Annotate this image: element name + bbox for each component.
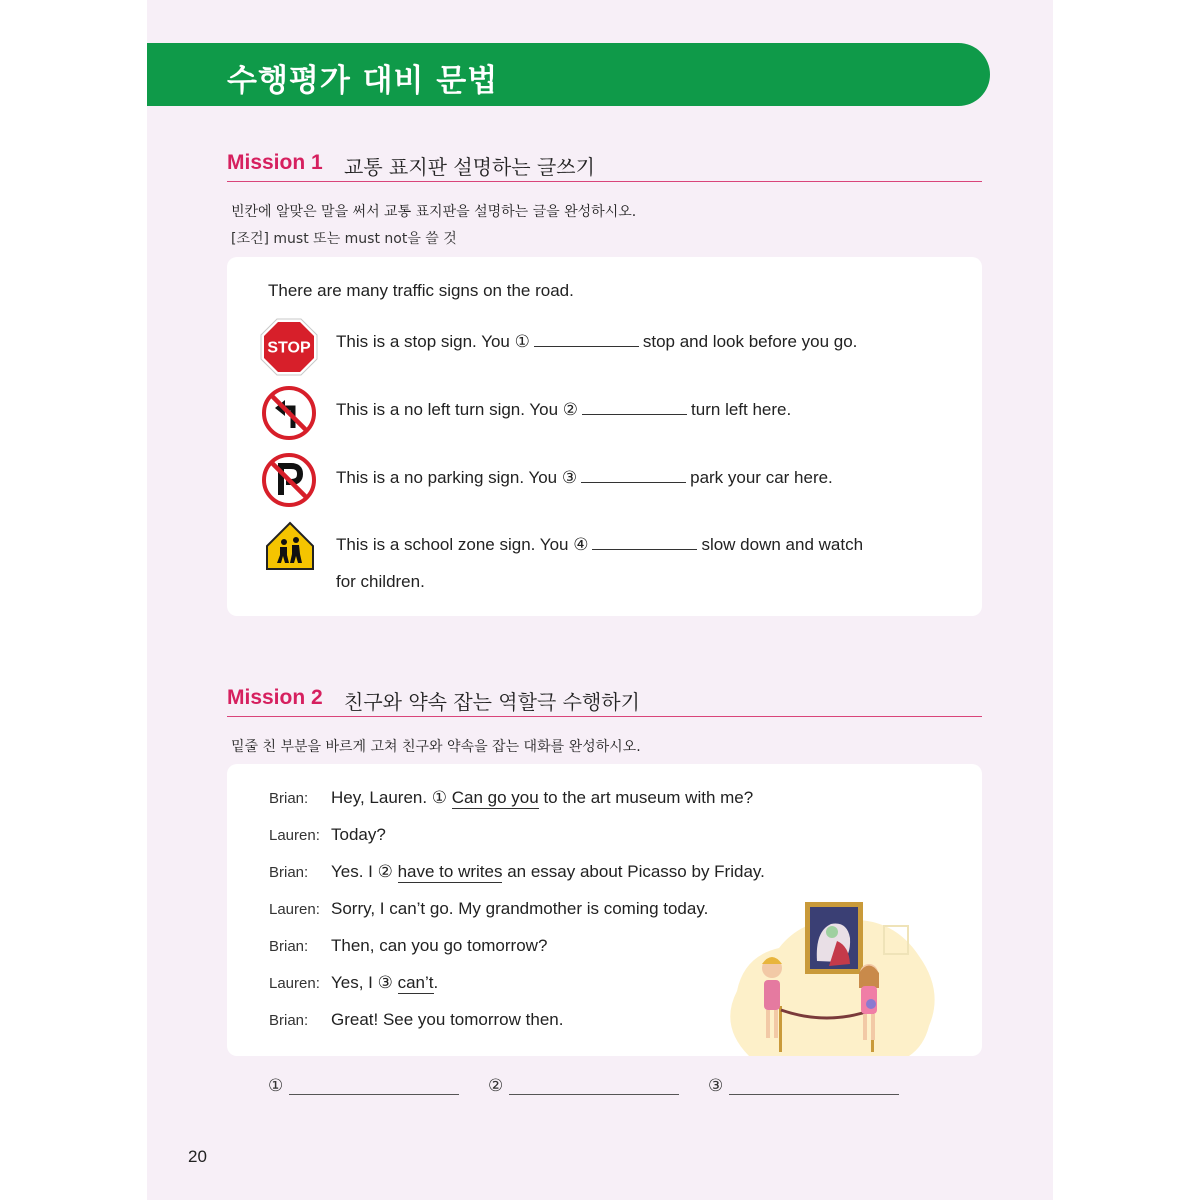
- section-banner: [147, 43, 990, 106]
- item-4-after: slow down and watch: [701, 535, 864, 554]
- mission2-header: [227, 682, 982, 717]
- speaker-2: Lauren:: [269, 827, 320, 844]
- item-3-after: park your car here.: [690, 468, 833, 487]
- line-3-pre: Yes. I ②: [331, 862, 398, 881]
- blank-1[interactable]: [534, 332, 639, 347]
- no-left-turn-sign-icon: [262, 386, 316, 440]
- speaker-3: Brian:: [269, 864, 309, 881]
- dialogue-line-4: [331, 899, 708, 919]
- speaker-6: Lauren:: [269, 975, 320, 992]
- mission1-item-3: [336, 468, 833, 488]
- mission2-title: 친구와 약속 잡는 역할극 수행하기: [344, 690, 640, 714]
- mission2-instruction: 밑줄 친 부분을 바르게 고쳐 친구와 약속을 잡는 대화를 완성하시오.: [231, 739, 641, 755]
- item-1-after: stop and look before you go.: [642, 332, 858, 351]
- line-1-underline: Can go you: [451, 788, 539, 807]
- blank-4[interactable]: [592, 535, 697, 550]
- line-4-pre: Sorry, I can’t go. My grandmother is coming today.: [331, 899, 709, 918]
- mission1-item-1: [336, 332, 857, 352]
- mission1-label: Mission 1: [227, 151, 323, 174]
- mission1-header: [227, 147, 982, 182]
- mission1-item-4: [336, 535, 863, 555]
- item-4-continuation: for children.: [336, 572, 425, 591]
- speaker-7: Brian:: [269, 1012, 309, 1029]
- dialogue-line-1: [331, 788, 753, 808]
- mission1-item-2: [336, 400, 791, 420]
- dialogue-line-2: [331, 825, 386, 845]
- line-3-post: an essay about Picasso by Friday.: [502, 862, 765, 881]
- mission1-instruction: 빈칸에 알맞은 말을 써서 교통 표지판을 설명하는 글을 완성하시오.: [231, 204, 637, 220]
- page-title: 수행평가 대비 문법: [227, 63, 499, 99]
- answer-line-1[interactable]: [289, 1094, 459, 1095]
- blank-2[interactable]: [582, 400, 687, 415]
- line-5-pre: Then, can you go tomorrow?: [331, 936, 548, 955]
- no-parking-sign-icon: [262, 453, 316, 507]
- museum-illustration: [719, 896, 939, 1056]
- speaker-1: Brian:: [269, 790, 309, 807]
- page-number: 20: [188, 1147, 207, 1166]
- line-6-underline: can’t: [397, 973, 434, 992]
- dialogue-line-6: [331, 973, 438, 993]
- item-4-before: This is a school zone sign. You ④: [336, 535, 589, 554]
- answer-label-1: ①: [268, 1076, 284, 1096]
- item-2-after: turn left here.: [691, 400, 792, 419]
- line-6-pre: Yes, I ③: [331, 973, 398, 992]
- item-2-before: This is a no left turn sign. You ②: [336, 400, 579, 419]
- stop-sign-text: STOP: [267, 339, 311, 357]
- speaker-4: Lauren:: [269, 901, 320, 918]
- answer-line-3[interactable]: [729, 1094, 899, 1095]
- dialogue-line-5: [331, 936, 547, 956]
- item-1-before: This is a stop sign. You ①: [336, 332, 530, 351]
- mission1-condition: [조건] must 또는 must not을 쓸 것: [231, 231, 457, 247]
- line-3-underline: have to writes: [397, 862, 503, 881]
- school-zone-sign-icon: [265, 521, 315, 571]
- mission2-label: Mission 2: [227, 686, 323, 709]
- stop-sign-icon: [260, 318, 318, 376]
- blank-3[interactable]: [581, 468, 686, 483]
- dialogue-line-7: [331, 1010, 563, 1030]
- answer-label-3: ③: [708, 1076, 724, 1096]
- answer-label-2: ②: [488, 1076, 504, 1096]
- mission1-title: 교통 표지판 설명하는 글쓰기: [344, 155, 595, 179]
- mission1-intro: There are many traffic signs on the road.: [268, 281, 574, 300]
- answer-line-2[interactable]: [509, 1094, 679, 1095]
- mission2-card: [227, 764, 982, 1056]
- line-1-pre: Hey, Lauren. ①: [331, 788, 452, 807]
- item-3-before: This is a no parking sign. You ③: [336, 468, 578, 487]
- line-7-pre: Great! See you tomorrow then.: [331, 1010, 564, 1029]
- line-6-post: .: [433, 973, 439, 992]
- speaker-5: Brian:: [269, 938, 309, 955]
- mission1-card: [227, 257, 982, 616]
- line-2-pre: Today?: [331, 825, 386, 844]
- line-1-post: to the art museum with me?: [538, 788, 754, 807]
- dialogue-line-3: [331, 862, 765, 882]
